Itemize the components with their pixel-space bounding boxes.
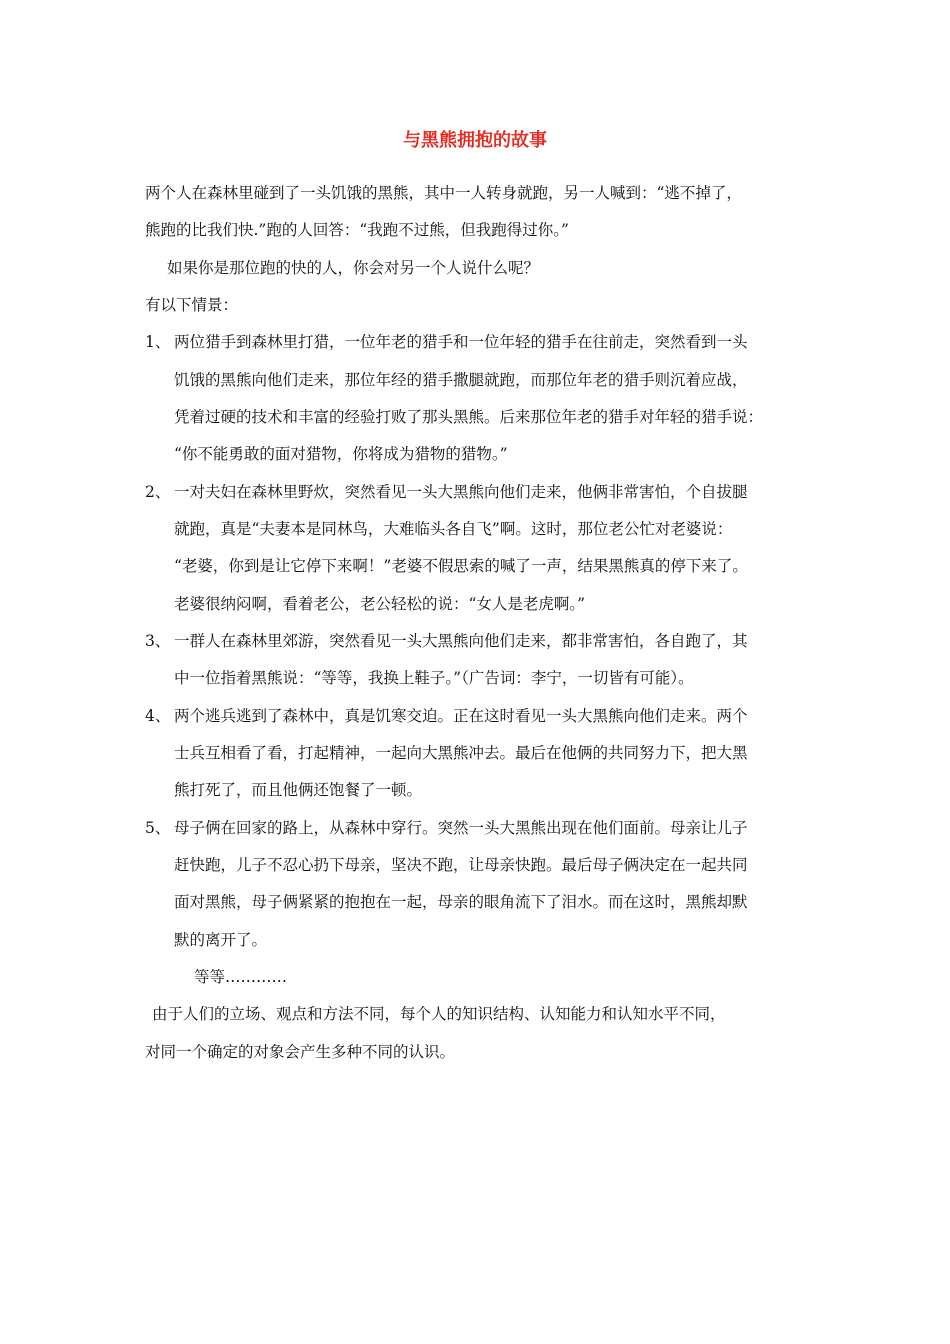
scenario-line: 熊打死了，而且他俩还饱餐了一顿。 <box>174 781 423 799</box>
scenario-line: 士兵互相看了看，打起精神，一起向大黑熊冲去。最后在他俩的共同努力下，把大黑 <box>174 744 748 762</box>
scenario-line: 面对黑熊，母子俩紧紧的抱抱在一起，母亲的眼角流下了泪水。而在这时，黑熊却默 <box>174 893 748 911</box>
scenario-number: 1、 <box>145 333 171 351</box>
scenario-line: 赶快跑，儿子不忍心扔下母亲，坚决不跑，让母亲快跑。最后母子俩决定在一起共同 <box>174 856 748 874</box>
scenario-line: 一群人在森林里郊游，突然看见一头大黑熊向他们走来，都非常害怕，各自跑了，其 <box>174 632 748 650</box>
etc-line: 等等………… <box>194 968 288 986</box>
conclusion-line: 对同一个确定的对象会产生多种不同的认识。 <box>145 1043 456 1061</box>
scenario-line: 一对夫妇在森林里野炊，突然看见一头大黑熊向他们走来，他俩非常害怕，个自拔腿 <box>174 483 748 501</box>
scenario-line: 两位猎手到森林里打猎，一位年老的猎手和一位年轻的猎手在往前走，突然看到一头 <box>174 333 748 351</box>
question-paragraph: 如果你是那位跑的快的人，你会对另一个人说什么呢？ <box>167 259 540 277</box>
page-title: 与黑熊拥抱的故事 <box>403 130 547 151</box>
scenario-line: 就跑，真是“夫妻本是同林鸟，大难临头各自飞”啊。这时，那位老公忙对老婆说： <box>174 520 733 538</box>
intro-line: 熊跑的比我们快.”跑的人回答：“我跑不过熊，但我跑得过你。” <box>145 221 569 239</box>
scenario-line: 默的离开了。 <box>174 931 268 949</box>
scenario-number: 4、 <box>145 707 171 725</box>
scenario-number: 5、 <box>145 819 171 837</box>
scenario-line: “你不能勇敢的面对猎物，你将成为猎物的猎物。” <box>174 445 508 463</box>
scenario-line: 老婆很纳闷啊，看着老公，老公轻松的说：“女人是老虎啊。” <box>174 595 586 613</box>
scenarios-heading: 有以下情景： <box>145 296 239 314</box>
scenario-number: 2、 <box>145 483 171 501</box>
scenario-line: 凭着过硬的技术和丰富的经验打败了那头黑熊。后来那位年老的猎手对年轻的猎手说： <box>174 408 764 426</box>
scenario-number: 3、 <box>145 632 171 650</box>
conclusion-line: 由于人们的立场、观点和方法不同，每个人的知识结构、认知能力和认知水平不同， <box>152 1005 726 1023</box>
scenario-line: 母子俩在回家的路上，从森林中穿行。突然一头大黑熊出现在他们面前。母亲让儿子 <box>174 819 748 837</box>
intro-line: 两个人在森林里碰到了一头饥饿的黑熊，其中一人转身就跑，另一人喊到：“逃不掉了， <box>145 184 742 202</box>
scenario-line: “老婆，你到是让它停下来啊！”老婆不假思索的喊了一声，结果黑熊真的停下来了。 <box>174 557 748 575</box>
scenario-line: 饥饿的黑熊向他们走来，那位年经的猎手撒腿就跑，而那位年老的猎手则沉着应战， <box>174 371 748 389</box>
scenario-line: 两个逃兵逃到了森林中，真是饥寒交迫。正在这时看见一头大黑熊向他们走来。两个 <box>174 707 748 725</box>
scenario-line: 中一位指着黑熊说：“等等，我换上鞋子。”（广告词：李宁，一切皆有可能）。 <box>174 669 694 687</box>
